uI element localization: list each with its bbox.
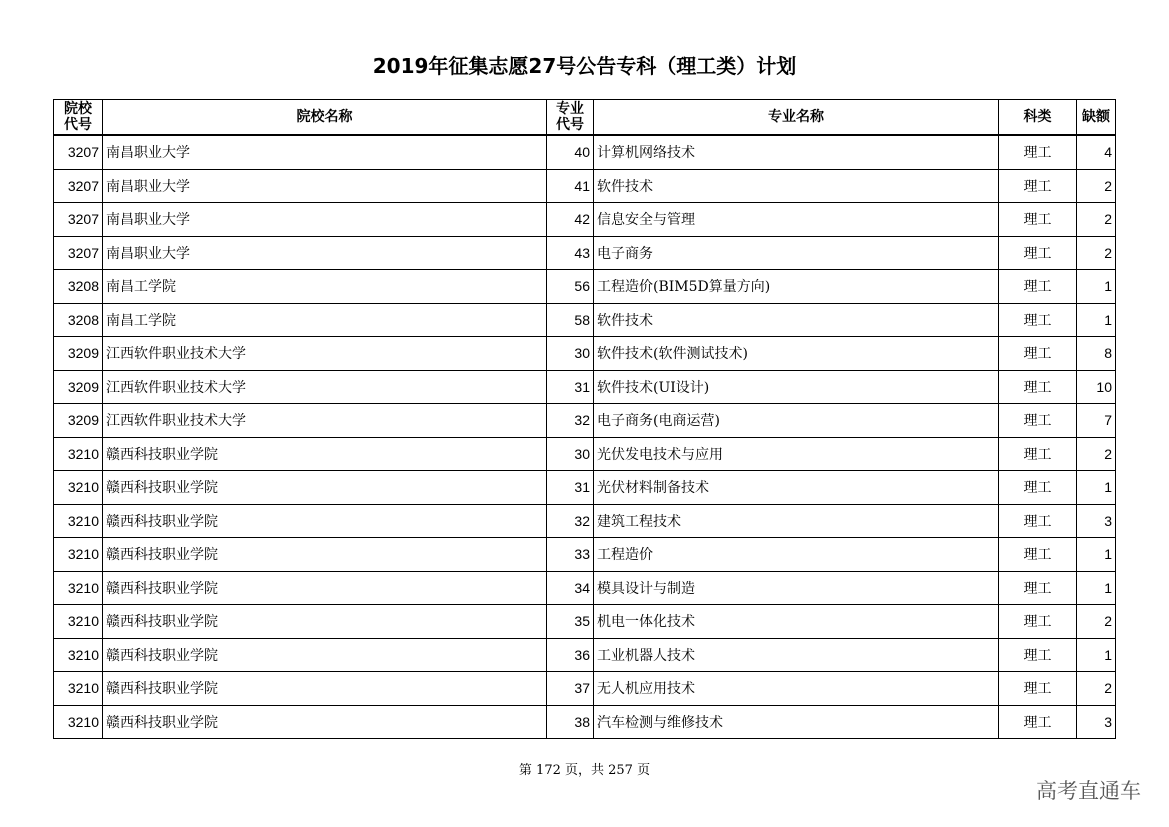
- cell-major-code: 56: [547, 270, 594, 304]
- cell-school-code: 3210: [54, 504, 103, 538]
- cell-major-name: 信息安全与管理: [594, 203, 999, 237]
- cell-school-code: 3209: [54, 404, 103, 438]
- cell-vacancy: 3: [1077, 705, 1116, 739]
- cell-category: 理工: [999, 169, 1077, 203]
- cell-category: 理工: [999, 303, 1077, 337]
- cell-vacancy: 2: [1077, 203, 1116, 237]
- table-row: [54, 437, 1116, 471]
- cell-school-code: 3210: [54, 705, 103, 739]
- cell-school-code: 3210: [54, 437, 103, 471]
- cell-school-code: 3207: [54, 203, 103, 237]
- cell-major-name: 软件技术(UI设计): [594, 370, 999, 404]
- cell-vacancy: 1: [1077, 638, 1116, 672]
- cell-major-name: 工程造价(BIM5D算量方向): [594, 270, 999, 304]
- header-school-name: 院校名称: [103, 100, 547, 136]
- cell-major-code: 31: [547, 370, 594, 404]
- table-row: [54, 370, 1116, 404]
- table-row: [54, 672, 1116, 706]
- cell-major-name: 电子商务: [594, 236, 999, 270]
- cell-major-code: 37: [547, 672, 594, 706]
- cell-category: 理工: [999, 437, 1077, 471]
- table-row: [54, 203, 1116, 237]
- cell-major-code: 38: [547, 705, 594, 739]
- header-major-name: 专业名称: [594, 100, 999, 136]
- table-row: [54, 236, 1116, 270]
- cell-major-code: 30: [547, 337, 594, 371]
- cell-category: 理工: [999, 605, 1077, 639]
- header-major-code: [547, 100, 594, 136]
- cell-vacancy: 1: [1077, 471, 1116, 505]
- table-row: [54, 638, 1116, 672]
- page-title: 2019年征集志愿27号公告专科（理工类）计划: [372, 54, 797, 78]
- cell-school-name: 南昌职业大学: [103, 169, 547, 203]
- table-row: [54, 404, 1116, 438]
- table-row: [54, 303, 1116, 337]
- cell-major-code: 35: [547, 605, 594, 639]
- cell-school-code: 3210: [54, 672, 103, 706]
- cell-school-name: 南昌工学院: [103, 270, 547, 304]
- cell-school-name: 南昌职业大学: [103, 236, 547, 270]
- cell-major-code: 41: [547, 169, 594, 203]
- cell-school-code: 3207: [54, 135, 103, 169]
- cell-category: 理工: [999, 672, 1077, 706]
- cell-major-name: 光伏材料制备技术: [594, 471, 999, 505]
- table-row: [54, 471, 1116, 505]
- enrollment-plan-table: [53, 99, 1116, 739]
- cell-school-name: 赣西科技职业学院: [103, 605, 547, 639]
- cell-vacancy: 8: [1077, 337, 1116, 371]
- cell-major-name: 无人机应用技术: [594, 672, 999, 706]
- cell-vacancy: 2: [1077, 437, 1116, 471]
- cell-school-name: 赣西科技职业学院: [103, 672, 547, 706]
- cell-vacancy: 2: [1077, 605, 1116, 639]
- cell-school-name: 赣西科技职业学院: [103, 571, 547, 605]
- cell-vacancy: 10: [1077, 370, 1116, 404]
- cell-major-code: 32: [547, 404, 594, 438]
- cell-school-name: 南昌职业大学: [103, 135, 547, 169]
- page-number-footer: 第 172 页，共 257 页: [518, 763, 651, 778]
- header-major-code-label: 专业 代号: [556, 101, 584, 133]
- cell-school-code: 3210: [54, 571, 103, 605]
- cell-category: 理工: [999, 270, 1077, 304]
- cell-category: 理工: [999, 236, 1077, 270]
- cell-school-name: 赣西科技职业学院: [103, 437, 547, 471]
- cell-major-name: 软件技术: [594, 303, 999, 337]
- cell-major-code: 58: [547, 303, 594, 337]
- cell-category: 理工: [999, 337, 1077, 371]
- cell-school-name: 江西软件职业技术大学: [103, 337, 547, 371]
- watermark-logo-text: 高考直通车: [1036, 779, 1141, 803]
- header-vacancy: 缺额: [1077, 100, 1116, 136]
- cell-school-name: 南昌职业大学: [103, 203, 547, 237]
- table-row: [54, 270, 1116, 304]
- cell-major-code: 36: [547, 638, 594, 672]
- table-row: [54, 504, 1116, 538]
- cell-school-code: 3208: [54, 270, 103, 304]
- cell-category: 理工: [999, 571, 1077, 605]
- cell-school-name: 赣西科技职业学院: [103, 638, 547, 672]
- cell-vacancy: 4: [1077, 135, 1116, 169]
- cell-major-name: 工程造价: [594, 538, 999, 572]
- header-school-code: [54, 100, 103, 136]
- cell-school-name: 赣西科技职业学院: [103, 471, 547, 505]
- cell-vacancy: 1: [1077, 270, 1116, 304]
- cell-major-name: 建筑工程技术: [594, 504, 999, 538]
- cell-category: 理工: [999, 404, 1077, 438]
- cell-category: 理工: [999, 471, 1077, 505]
- cell-school-code: 3209: [54, 337, 103, 371]
- cell-major-name: 工业机器人技术: [594, 638, 999, 672]
- cell-major-code: 40: [547, 135, 594, 169]
- table-row: [54, 705, 1116, 739]
- cell-school-code: 3209: [54, 370, 103, 404]
- cell-major-code: 30: [547, 437, 594, 471]
- cell-school-code: 3210: [54, 605, 103, 639]
- cell-category: 理工: [999, 538, 1077, 572]
- cell-school-name: 南昌工学院: [103, 303, 547, 337]
- cell-school-code: 3210: [54, 638, 103, 672]
- table-row: [54, 605, 1116, 639]
- cell-major-name: 软件技术(软件测试技术): [594, 337, 999, 371]
- cell-category: 理工: [999, 638, 1077, 672]
- cell-vacancy: 1: [1077, 538, 1116, 572]
- cell-major-code: 33: [547, 538, 594, 572]
- cell-vacancy: 1: [1077, 571, 1116, 605]
- table-row: [54, 337, 1116, 371]
- cell-school-name: 江西软件职业技术大学: [103, 370, 547, 404]
- header-school-code-label: 院校 代号: [64, 101, 92, 133]
- cell-major-name: 软件技术: [594, 169, 999, 203]
- cell-major-code: 32: [547, 504, 594, 538]
- cell-major-code: 42: [547, 203, 594, 237]
- cell-major-name: 计算机网络技术: [594, 135, 999, 169]
- cell-major-name: 机电一体化技术: [594, 605, 999, 639]
- cell-school-code: 3208: [54, 303, 103, 337]
- table-header-row: [54, 100, 1116, 136]
- cell-major-name: 模具设计与制造: [594, 571, 999, 605]
- cell-school-code: 3207: [54, 169, 103, 203]
- cell-category: 理工: [999, 135, 1077, 169]
- cell-vacancy: 2: [1077, 672, 1116, 706]
- cell-major-code: 34: [547, 571, 594, 605]
- cell-school-name: 赣西科技职业学院: [103, 705, 547, 739]
- cell-major-code: 31: [547, 471, 594, 505]
- cell-school-code: 3207: [54, 236, 103, 270]
- cell-vacancy: 1: [1077, 303, 1116, 337]
- cell-vacancy: 7: [1077, 404, 1116, 438]
- cell-major-name: 汽车检测与维修技术: [594, 705, 999, 739]
- cell-major-name: 电子商务(电商运营): [594, 404, 999, 438]
- cell-category: 理工: [999, 203, 1077, 237]
- cell-major-name: 光伏发电技术与应用: [594, 437, 999, 471]
- table-row: [54, 169, 1116, 203]
- cell-vacancy: 2: [1077, 236, 1116, 270]
- cell-vacancy: 2: [1077, 169, 1116, 203]
- table-row: [54, 571, 1116, 605]
- cell-category: 理工: [999, 705, 1077, 739]
- cell-major-code: 43: [547, 236, 594, 270]
- cell-vacancy: 3: [1077, 504, 1116, 538]
- cell-school-code: 3210: [54, 538, 103, 572]
- header-category: 科类: [999, 100, 1077, 136]
- cell-school-code: 3210: [54, 471, 103, 505]
- table-row: [54, 538, 1116, 572]
- table-row: [54, 135, 1116, 169]
- cell-school-name: 赣西科技职业学院: [103, 504, 547, 538]
- cell-category: 理工: [999, 504, 1077, 538]
- cell-school-name: 江西软件职业技术大学: [103, 404, 547, 438]
- cell-category: 理工: [999, 370, 1077, 404]
- cell-school-name: 赣西科技职业学院: [103, 538, 547, 572]
